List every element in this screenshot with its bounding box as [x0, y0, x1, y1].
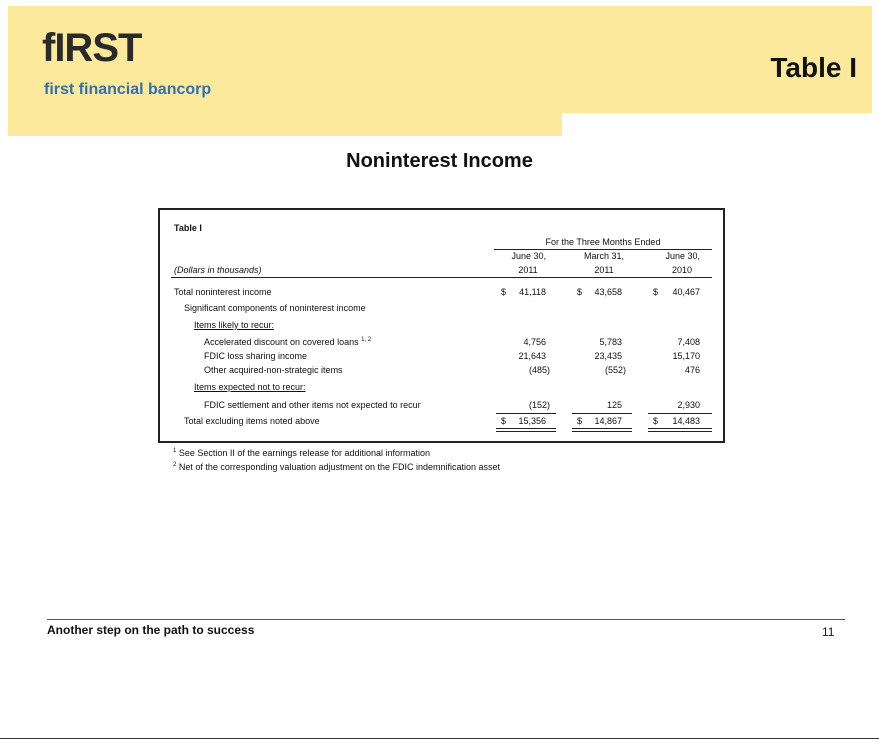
banner-notch — [562, 113, 872, 136]
table-cell: (485) — [528, 365, 550, 375]
currency-symbol: $ — [653, 416, 659, 426]
subtotal-rule — [496, 413, 556, 414]
table-label: Table I — [174, 223, 202, 233]
footnote-2: $^2$ Net of the corresponding valuation adjustment on the FDIC indemnification asset — [173, 462, 501, 472]
row-label: Accelerated discount on covered loans $^{1, 2}$ — [204, 337, 372, 347]
period-header-rule — [494, 249, 712, 250]
page-title: Noninterest Income — [346, 150, 533, 172]
table-cell: 14,483 — [672, 416, 700, 426]
currency-symbol: $ — [577, 287, 583, 297]
row-label: FDIC settlement and other items not expected to recur — [204, 400, 421, 410]
table-cell: 40,467 — [672, 287, 700, 297]
table-cell: 476 — [684, 365, 700, 375]
table-cell: (152) — [528, 400, 550, 410]
total-double-rule — [572, 428, 632, 432]
bottom-rule — [0, 738, 879, 739]
col3-year: 2010 — [671, 265, 693, 275]
subtotal-rule — [648, 413, 712, 414]
table-cell: 15,356 — [518, 416, 546, 426]
currency-symbol: $ — [653, 287, 659, 297]
table-cell: (552) — [604, 365, 626, 375]
footnote-ref: 1, 2 — [361, 337, 372, 343]
table-cell: 14,867 — [594, 416, 622, 426]
income-table — [158, 208, 725, 443]
table-cell: 2,930 — [677, 400, 700, 410]
row-label: Other acquired-non-strategic items — [204, 365, 343, 375]
row-label: Total noninterest income — [174, 287, 272, 297]
col3-month: June 30, — [665, 251, 700, 261]
total-double-rule — [496, 428, 556, 432]
company-logo: fIRST — [42, 26, 142, 70]
table-cell: 5,783 — [599, 337, 622, 347]
page-number: 11 — [822, 625, 835, 639]
currency-symbol: $ — [501, 287, 507, 297]
currency-symbol: $ — [501, 416, 507, 426]
table-cell: 23,435 — [594, 351, 622, 361]
header-rule — [171, 277, 712, 278]
table-cell: 15,170 — [672, 351, 700, 361]
footnote-1: $^1$ See Section II of the earnings release for additional information — [173, 448, 431, 458]
col1-month: June 30, — [511, 251, 546, 261]
col1-year: 2011 — [518, 265, 538, 275]
table-tag: Table I — [770, 52, 857, 83]
footer-rule — [47, 619, 845, 620]
total-double-rule — [648, 428, 712, 432]
period-header: For the Three Months Ended — [545, 237, 661, 247]
row-label: FDIC loss sharing income — [204, 351, 308, 361]
table-cell: 7,408 — [677, 337, 700, 347]
currency-symbol: $ — [577, 416, 583, 426]
footer-tagline: Another step on the path to success — [47, 623, 255, 637]
table-cell: 125 — [606, 400, 622, 410]
table-cell: 4,756 — [523, 337, 546, 347]
table-cell: 43,658 — [594, 287, 622, 297]
table-cell: 21,643 — [518, 351, 546, 361]
col2-month: March 31, — [583, 251, 624, 261]
col2-year: 2011 — [594, 265, 614, 275]
company-logo-subtitle: first financial bancorp — [44, 81, 212, 98]
subtotal-rule — [572, 413, 632, 414]
row-label: Total excluding items noted above — [184, 416, 320, 426]
row-label: Significant components of noninterest income — [184, 303, 366, 313]
table-cell: 41,118 — [519, 287, 546, 297]
units-note: (Dollars in thousands) — [174, 265, 262, 275]
section-heading: Items expected not to recur: — [194, 382, 306, 392]
section-heading: Items likely to recur: — [194, 320, 275, 330]
